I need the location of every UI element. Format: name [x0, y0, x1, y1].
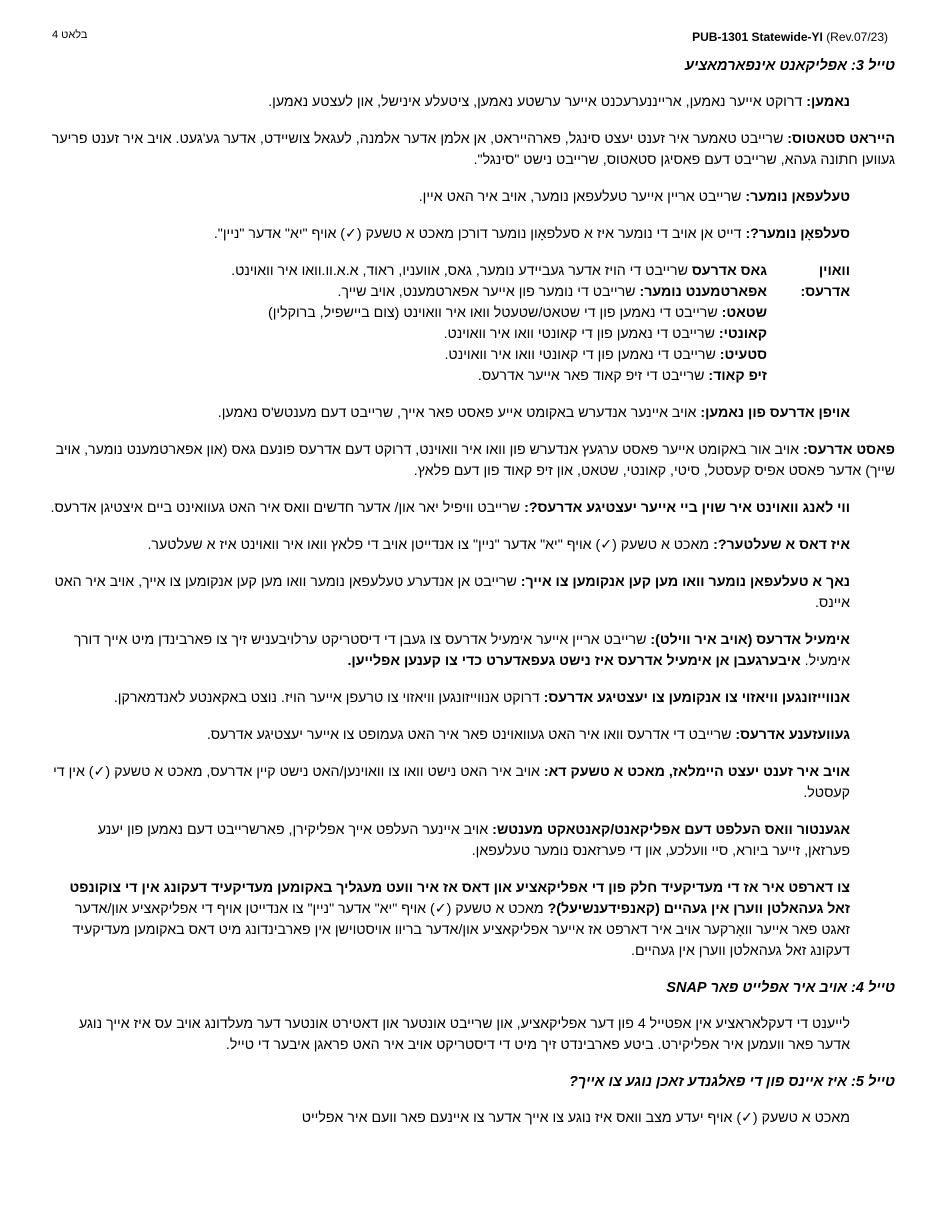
address-row-street: גאס אדרעס שרייבט די הויז אדער געביידע נומער, גאס, אוועניו, ראוד, א.א.וו.וואו איר וואוינט.	[231, 263, 767, 279]
revision: (Rev.07/23)	[826, 30, 888, 44]
part4-body: לייענט די דעקלאראציע אין אפטייל 4 פון דער אפליקאציע, און שרייבט אונטער און דאטירט אונטער דער מעלדונג אויב עס איז אייך נוגע אדער פאר וועמען איר אפליקירט. ביטע פארבינדט זיך מיט די דיסטריקט אויב איר האט פראגן איבער די טייל.	[78, 1016, 850, 1053]
field-directions: אנווייזונגען וויאזוי צו אנקומען צו יעצטיגע אדרעס: דרוקט אנווייזונגען וויאזוי צו טרעפן אייער הויז. נוצט באקאנטע לאנדמארקן.	[113, 690, 850, 706]
part5-title: טייל 5: איז איינס פון די פאלגנדע זאכן נוגע צו אייך?	[568, 1074, 895, 1090]
home-address-label: וואוין אדרעס:	[800, 263, 850, 300]
doc-id-text: PUB-1301 Statewide-YI	[692, 30, 823, 44]
field-phone: טעלעפאן נומער: שרייבט אריין אייער טעלעפאן נומער, אויב איר האט איין.	[418, 189, 850, 205]
address-row-apt: אפארטמענט נומער: שרייבט די נומער פון אייער אפארטמענט, אויב שייך.	[337, 284, 767, 300]
field-care-of: אויפן אדרעס פון נאמען: אויב איינער אנדערש באקומט אייע פאסט פאר אייך, שרייבט דעם מענטש'ס נאמען.	[217, 405, 850, 421]
field-email: אימעיל אדרעס (אויב איר ווילט): שרייבט אריין אייער אימעיל אדרעס צו געבן די דיסטריקט ערלויבעניש זיך צו פארבינדן מיט אייך דורך אימעיל. איבערגעבן אן אימעיל אדרעס איז נישט געפאדערט כדי צו קענען אפלייען.	[73, 632, 850, 669]
part4-title: טייל 4: אויב איר אפלייט פאר SNAP	[666, 980, 895, 996]
page-number: בלאט 4	[52, 29, 88, 41]
document-body	[50, 56, 895, 1145]
field-no-address: אויב איר זענט יעצט היימלאז, מאכט א טשעק דא: אויב איר האט נישט וואו צו וואוינען/האט נישט קיין אדרעס, מאכט א טשעק (✓) אין די קעסטל.	[53, 764, 850, 801]
field-home-address	[50, 261, 895, 387]
address-row-state: סטעיט: שרייבט די נאמען פון די קאונטי וואו איר וואוינט.	[444, 347, 767, 363]
field-marital: הייראט סטאטוס: שרייבט טאמער איר זענט יעצט סינגל, פארהייראט, אן אלמן אדער אלמנה, לעגאל צושיידט, אדער גע'געט. אויב איר זענט פריער געווען חתונה געהא, שרייבט דעם פאסיגן סטאטוס, שרייבט נישט "סינגל".	[51, 131, 895, 168]
field-shelter: איז דאס א שעלטער?: מאכט א טשעק (✓) אויף "יא" אדער "ניין" צו אנדייטן אויב די פלאץ וואו איר וואוינט איז א שעלטער.	[147, 537, 850, 553]
field-previous-address: געוועזענע אדרעס: שרייבט די אדרעס וואו איר האט געוואוינט פאר איר האט געמופט צו אייער יעצטיגע אדרעס.	[206, 727, 850, 743]
field-authorized-rep: אגענטור וואס העלפט דעם אפליקאנט/קאנטאקט מענטש: אויב איינער העלפט אייך אפליקירן, פארשרייבט דעם נאמען פון יענע פערזאן, זייער ביורא, סיי וועלכע, און די פערזאנס נומער טעלעפאן.	[97, 822, 850, 859]
part3-title: טייל 3: אפליקאנט אינפארמאציע	[685, 58, 895, 74]
field-name: נאמען: דרוקט אייער נאמען, ארייננערעכנט אייער ערשטע נאמען, ציטעלע אינישל, און לעצטע נאמען.	[268, 94, 850, 110]
address-row-county: קאונטי: שרייבט די נאמען פון די קאונטי וואו איר וואוינט.	[443, 326, 767, 342]
address-row-zip: זיפ קאוד: שרייבט די זיפ קאוד פאר אייער אדרעס.	[477, 368, 767, 384]
part5-body: מאכט א טשעק (✓) אויף יעדע מצב וואס איז נוגע צו אייך אדער צו איינעם פאר וועם איר אפלייט	[301, 1110, 850, 1126]
field-confidential: צו דארפט איר אז די מעדיקעיד חלק פון די אפליקאציע און דאס אז איר וועט מעגליך באקומען מעדיקעיד דעקונג אין די צוקונפט זאל געהאלטן ווערן אין געהיים (קאנפידענשיעל)? מאכט א טשעק (✓) אויף "יא" אדער "ניין" צו אנדייטן אויף די אפליקאציע און/אדער זאגט פאר אייער וואָרקער אויב איר דארפט אז אייער אפליקאציע און/אדער בריוו אויסטוישן אין פארבינדונג מיט דאס באקומען מעדיקעיד דעקונג זאל געהאלטן ווערן אין געהיים.	[69, 880, 850, 959]
home-address-rows	[50, 261, 767, 387]
field-mailing-address: פאסט אדרעס: אויב אור באקומט אייער פאסט ערגעץ אנדערש פון וואו איר וואוינט, דרוקט דעם אדרעס פונעם גאס (און אפארטמענט נומער, אויב שייך) אדער פאסט אפיס קעסטל, סיטי, קאונטי, שטאט, און זיפ קאוד פון דעם פלאץ.	[55, 442, 895, 479]
field-cell: סעלפאָן נומער?: דייט אן אויב די נומער איז א סעלפאָון נומער דורכן מאכט א טשעק (✓) אויף "יא" אדער "ניין".	[213, 226, 850, 242]
address-row-city: שטאט: שרייבט די נאמען פון די שטאט/שטעטל וואו איר וואוינט (צום ביישפיל, ברוקלין)	[268, 305, 767, 321]
field-other-phone: נאך א טעלעפאן נומער וואו מען קען אנקומען צו אייך: שרייבט אן אנדערע טעלעפאן נומער וואו מען קען אנקומען צו אייך, אויב איר האט איינס.	[54, 574, 850, 611]
field-how-long: ווי לאנג וואוינט איר שוין ביי אייער יעצטיגע אדרעס?: שרייבט וויפיל יאר און/ אדער חדשים וואס איר האט געוואינט ביים איצטיגן אדרעס.	[50, 500, 850, 516]
document-id	[692, 27, 888, 48]
